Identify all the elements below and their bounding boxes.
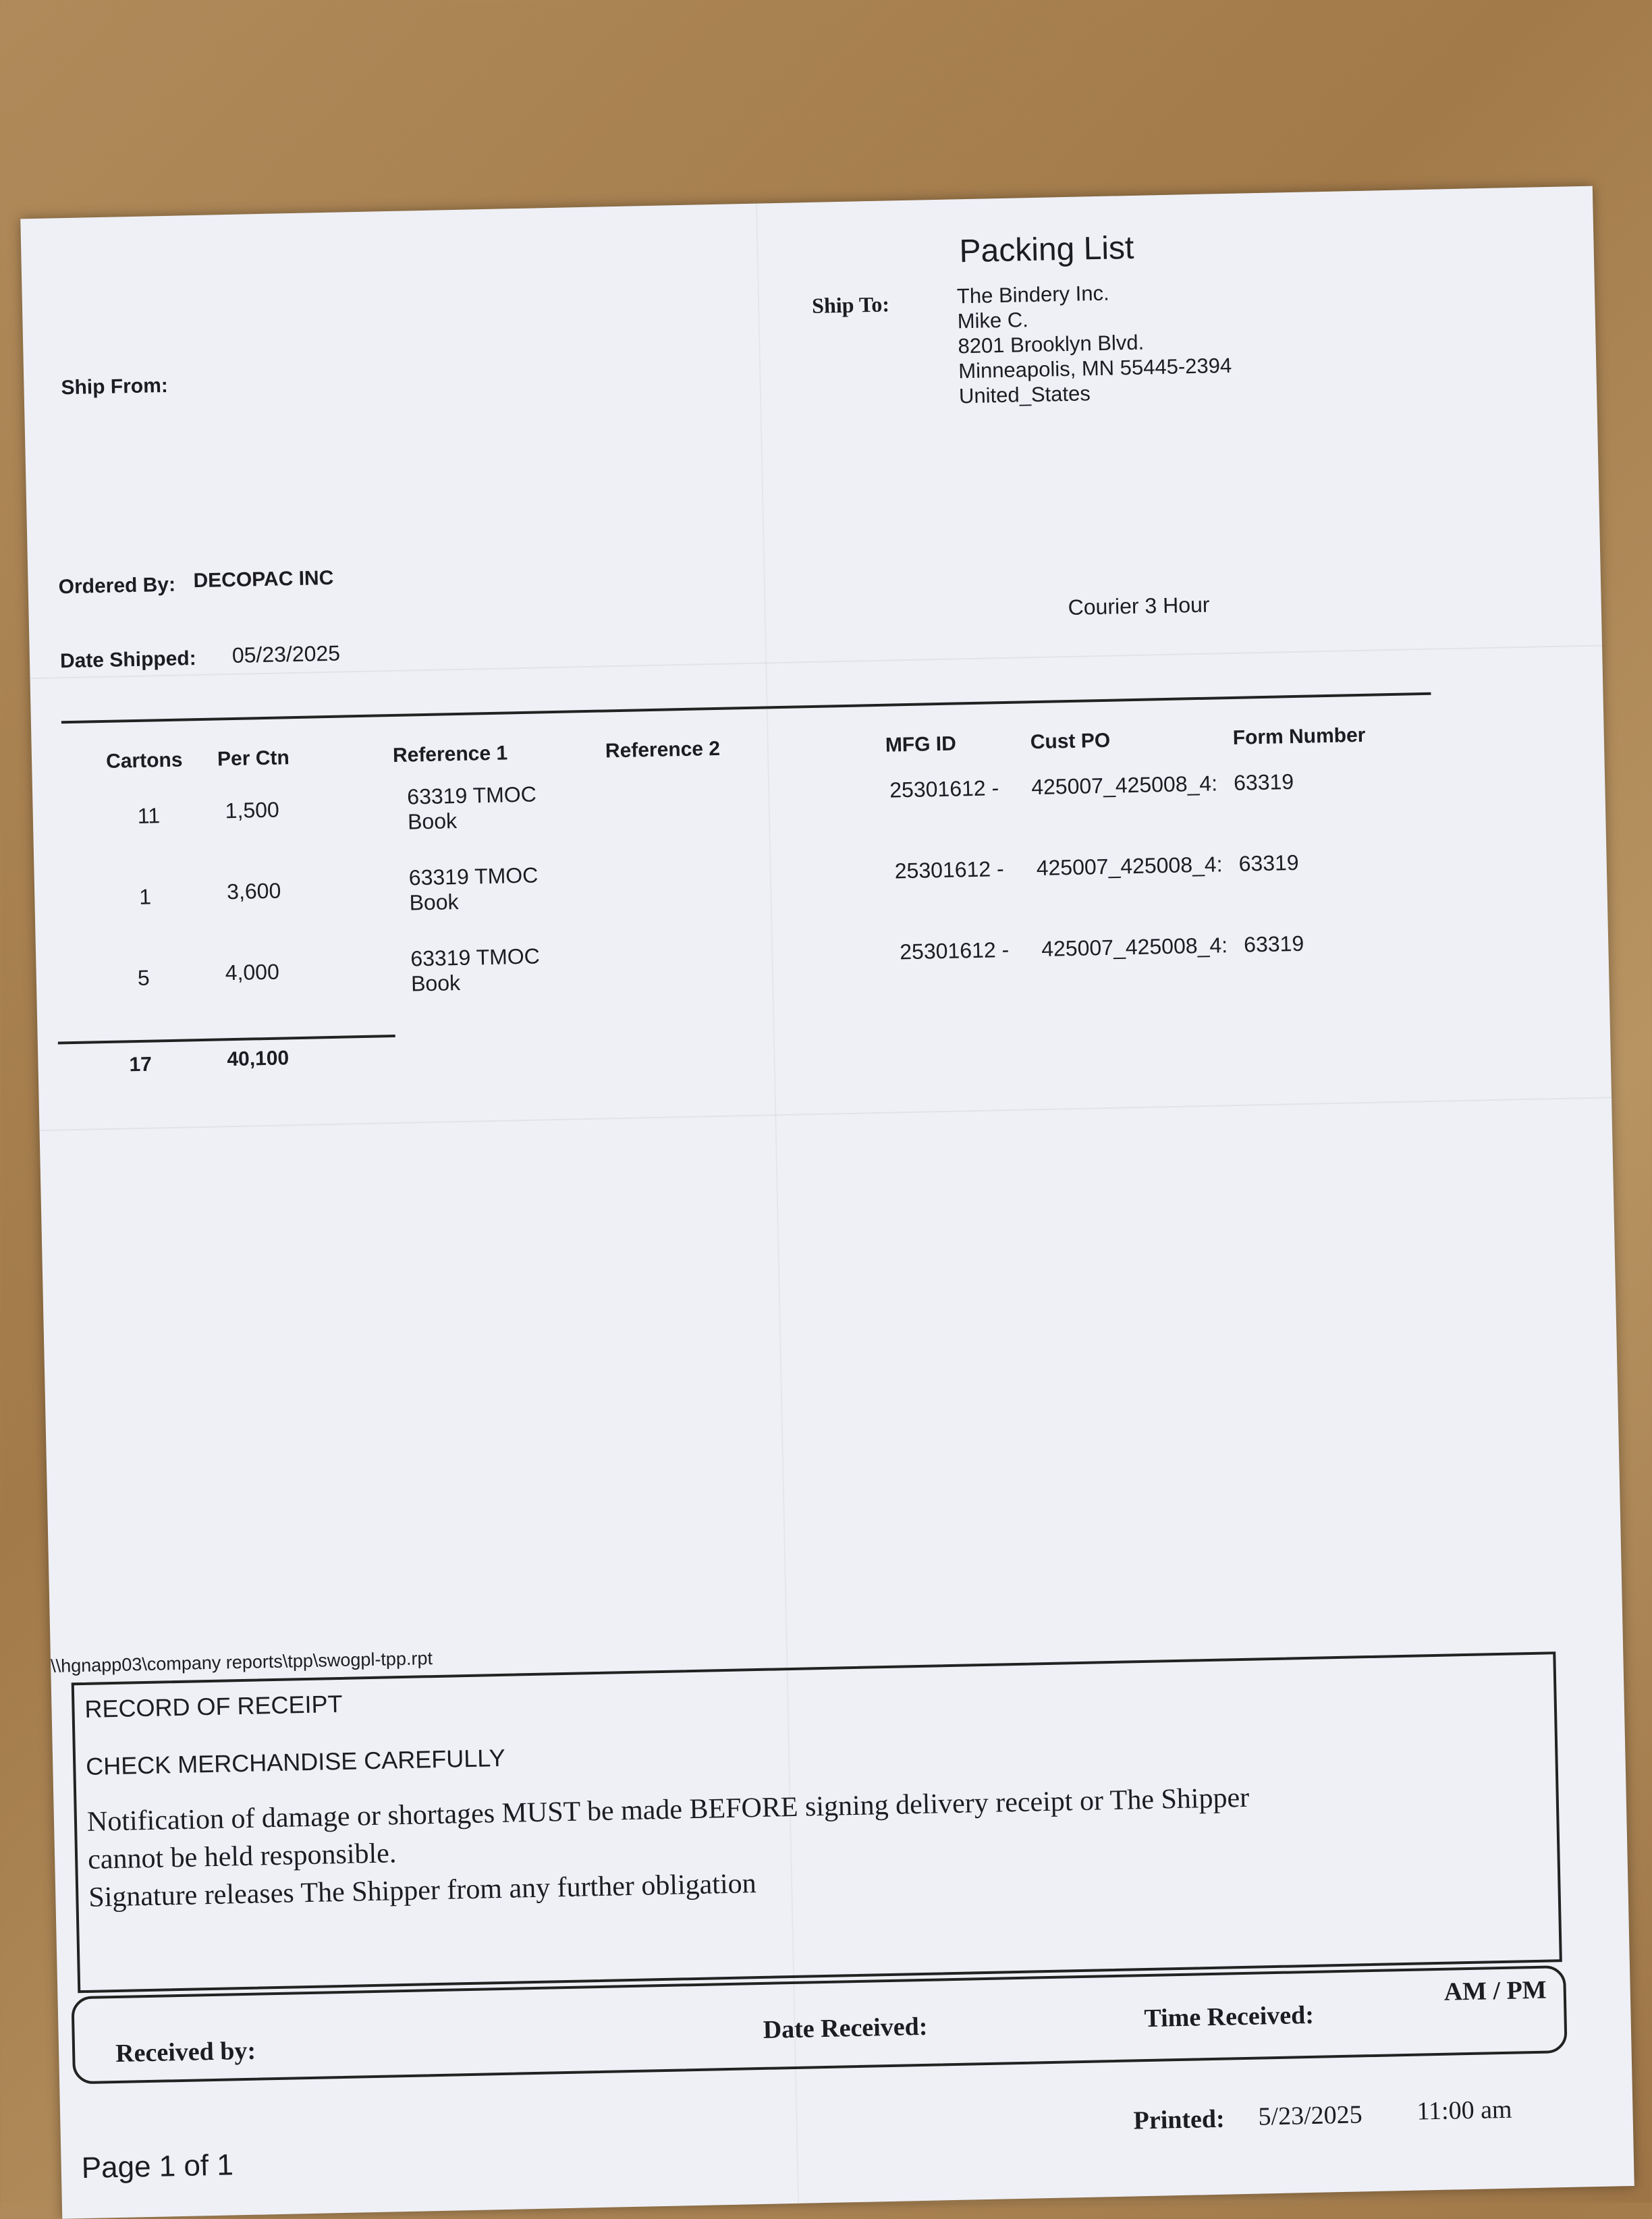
date-shipped-value: 05/23/2025 xyxy=(231,640,341,667)
ordered-by-value: DECOPAC INC xyxy=(193,566,334,593)
printed-date: 5/23/2025 xyxy=(1258,2100,1363,2131)
shipping-method: Courier 3 Hour xyxy=(1068,592,1210,620)
cell-cust-po: 425007_425008_4: xyxy=(1041,933,1228,961)
report-path: \\hgnapp03\company reports\tpp\swogpl-tpp.rpt xyxy=(50,1648,433,1676)
ship-to-address xyxy=(957,278,1233,408)
reference-1-line: 63319 TMOC xyxy=(410,943,541,971)
column-header-form-number: Form Number xyxy=(1232,723,1366,749)
printed-time: 11:00 am xyxy=(1416,2095,1512,2126)
column-header-cust-po: Cust PO xyxy=(1030,729,1111,754)
cell-cartons: 1 xyxy=(138,884,152,909)
cell-mfg-id: 25301612 - xyxy=(889,775,999,802)
column-header-reference-1: Reference 1 xyxy=(392,742,508,767)
cell-reference-1 xyxy=(407,782,537,835)
total-per-ctn: 40,100 xyxy=(227,1047,290,1071)
totals-rule xyxy=(58,1035,395,1044)
cell-cust-po: 425007_425008_4: xyxy=(1030,771,1218,800)
notice-line: cannot be held responsible. xyxy=(87,1838,397,1875)
cell-cust-po: 425007_425008_4: xyxy=(1036,852,1223,881)
cell-cartons: 11 xyxy=(137,803,161,828)
notice-line: Notification of damage or shortages MUST be made BEFORE signing delivery receipt or The Shipper xyxy=(86,1782,1250,1838)
cell-form-number: 63319 xyxy=(1233,769,1294,795)
reference-1-line: Book xyxy=(409,889,459,915)
column-header-reference-2: Reference 2 xyxy=(605,737,721,763)
column-header-cartons: Cartons xyxy=(105,748,183,773)
cell-form-number: 63319 xyxy=(1238,850,1300,876)
document-title: Packing List xyxy=(959,229,1134,270)
received-by-label: Received by: xyxy=(115,2036,256,2069)
ship-to-line: Mike C. xyxy=(957,308,1029,333)
packing-list-sheet xyxy=(20,186,1634,2219)
receipt-notice xyxy=(86,1779,1251,1917)
reference-1-line: Book xyxy=(410,970,461,996)
cell-per-ctn: 4,000 xyxy=(225,959,280,985)
ordered-by-label: Ordered By: xyxy=(58,573,176,599)
receipt-check-notice: CHECK MERCHANDISE CAREFULLY xyxy=(85,1743,506,1780)
table-top-rule xyxy=(61,692,1431,724)
reference-1-line: Book xyxy=(407,809,458,834)
page-number: Page 1 of 1 xyxy=(81,2148,234,2185)
column-header-per-ctn: Per Ctn xyxy=(217,746,290,771)
cell-reference-1 xyxy=(410,944,541,997)
date-received-label: Date Received: xyxy=(763,2012,928,2044)
notice-line: Signature releases The Shipper from any further obligation xyxy=(88,1868,757,1913)
ship-to-line: United_States xyxy=(958,381,1091,408)
ship-to-label: Ship To: xyxy=(811,292,890,318)
am-pm-label: AM / PM xyxy=(1443,1975,1547,2006)
total-cartons: 17 xyxy=(129,1053,153,1076)
cell-per-ctn: 1,500 xyxy=(225,797,280,823)
date-shipped-label: Date Shipped: xyxy=(59,647,196,673)
column-header-mfg-id: MFG ID xyxy=(885,732,957,757)
reference-1-line: 63319 TMOC xyxy=(406,782,537,809)
ship-to-line: 8201 Brooklyn Blvd. xyxy=(958,330,1145,358)
fold-crease xyxy=(40,1097,1612,1131)
cell-per-ctn: 3,600 xyxy=(226,878,281,904)
cell-reference-1 xyxy=(408,863,539,916)
printed-label: Printed: xyxy=(1133,2104,1226,2135)
ship-from-label: Ship From: xyxy=(61,374,169,400)
receipt-heading: RECORD OF RECEIPT xyxy=(84,1689,343,1723)
cell-cartons: 5 xyxy=(137,965,150,991)
ship-to-line: Minneapolis, MN 55445-2394 xyxy=(958,353,1232,383)
time-received-label: Time Received: xyxy=(1144,2000,1315,2033)
cell-mfg-id: 25301612 - xyxy=(894,856,1005,883)
cell-form-number: 63319 xyxy=(1243,931,1304,957)
cell-mfg-id: 25301612 - xyxy=(899,937,1010,964)
record-of-receipt-box xyxy=(72,1651,1562,1993)
ship-to-line: The Bindery Inc. xyxy=(956,281,1109,308)
reference-1-line: 63319 TMOC xyxy=(408,862,539,890)
